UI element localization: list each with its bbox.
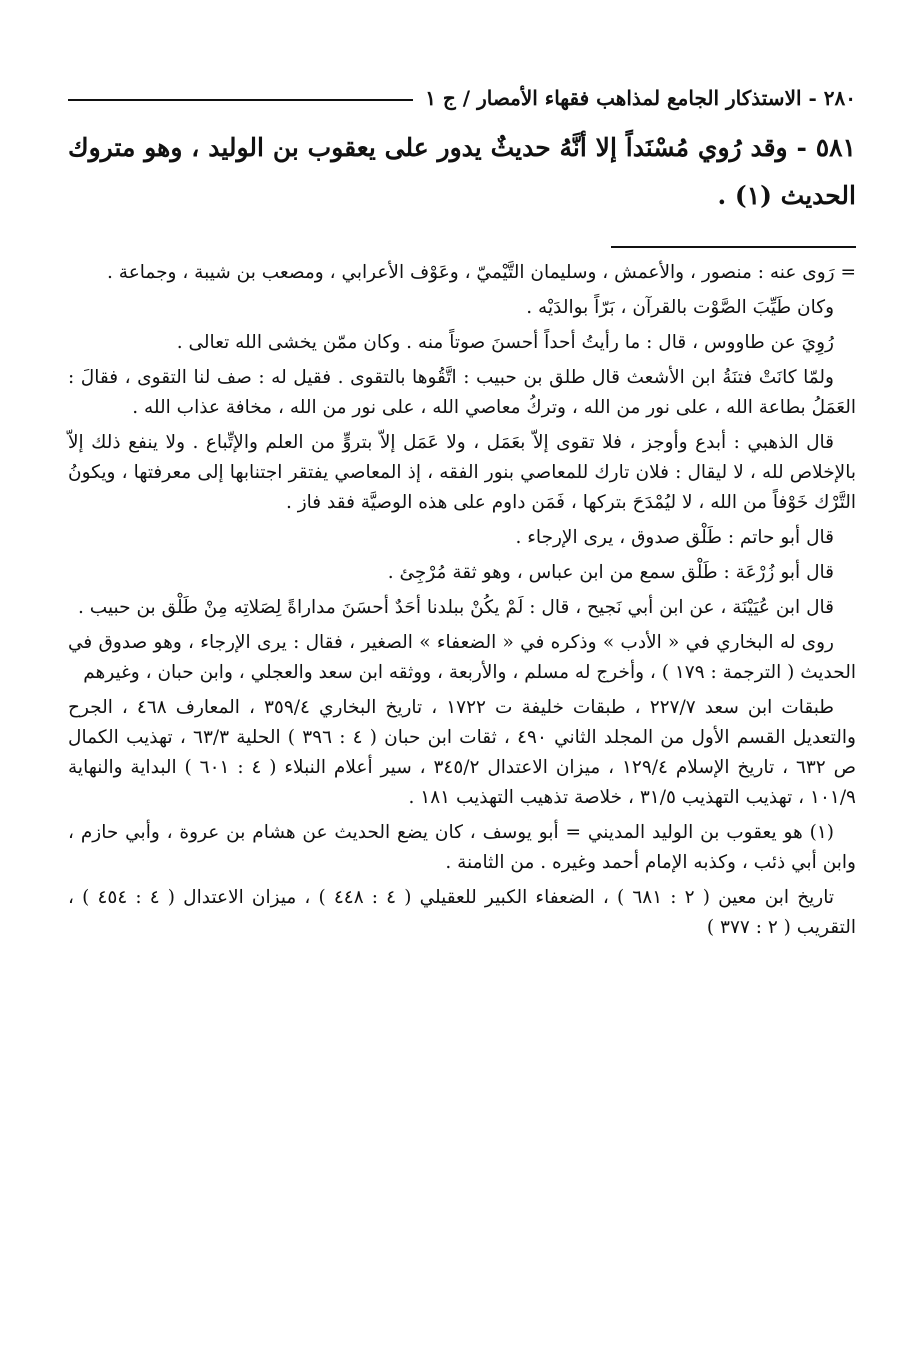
footnote-1-references: تاريخ ابن معين ( ٢ : ٦٨١ ) ، الضعفاء الكبير للعقيلي ( ٤ : ٤٤٨ ) ، ميزان الاعتدال ( ٤ : ٤٥٤ ) ، التقريب ( ٢ : ٣٧٧ ) — [68, 887, 856, 938]
footnote-paragraph: ولمّا كانَتْ فتنَةُ ابن الأشعث قال طلق بن حبيب : اتَّقُوها بالتقوى . فقيل له : صف لنا التقوى ، فقالَ : العَمَلُ بطاعة الله ، على نور من الله ، وتركُ معاصي الله ، على نور من الله ، مخافة عذاب الله . — [68, 367, 856, 418]
book-page — [68, 78, 856, 948]
main-paragraph: ٥٨١ - وقد رُوي مُسْنَداً إلا أنَّهُ حديثٌ يدور على يعقوب بن الوليد ، وهو متروك الحديث (١) . — [68, 133, 856, 210]
running-header — [68, 78, 856, 118]
running-title: ٢٨٠ - الاستذكار الجامع لمذاهب فقهاء الأمصار / ج ١ — [425, 86, 856, 110]
footnote-paragraph: قال أبو حاتم : طَلْق صدوق ، يرى الإرجاء . — [515, 527, 834, 548]
footnote-1: (١) هو يعقوب بن الوليد المديني = أبو يوسف ، كان يضع الحديث عن هشام بن عروة ، وأبي حازم ، وابن أبي ذئب ، وكذبه الإمام أحمد وغيره . من الثامنة . — [68, 822, 856, 873]
footnote-references: طبقات ابن سعد ٢٢٧/٧ ، طبقات خليفة ت ١٧٢٢ ، تاريخ البخاري ٣٥٩/٤ ، المعارف ٤٦٨ ، الجرح والتعديل القسم الأول من المجلد الثاني ٤٩٠ ، ثقات ابن حبان ( ٤ : ٣٩٦ ) الحلية ٦٣/٣ ، تهذيب الكمال ص ٦٣٢ ، تاريخ الإسلام ١٢٩/٤ ، ميزان الاعتدال ٣٤٥/٢ ، سير أعلام النبلاء ( ٤ : ٦٠١ ) البداية والنهاية ١٠١/٩ ، تهذيب التهذيب ٣١/٥ ، خلاصة تذهيب التهذيب ١٨١ . — [68, 697, 856, 808]
footnote-paragraph: = رَوى عنه : منصور ، والأعمش ، وسليمان التَّيْميّ ، وعَوْف الأعرابي ، ومصعب بن شيبة ، وجماعة . — [107, 262, 856, 283]
footnotes — [68, 258, 856, 943]
footnote-paragraph: قال الذهبي : أبدع وأوجز ، فلا تقوى إلاّ بعَمَل ، ولا عَمَل إلاّ بتروٍّ من العلم والإتِّباع . ولا ينفع ذلك إلاّ بالإخلاص لله ، لا ليقال : فلان تارك للمعاصي بنور الفقه ، إذ المعاصي يفتقر اجتنابها إلى معرفتها ، ويكونُ التَّرْك خَوْفاً من الله ، لا ليُمْدَحَ بتركها ، فَمَن داوم على هذه الوصيَّة فقد فاز . — [68, 432, 856, 513]
footnote-paragraph: روى له البخاري في « الأدب » وذكره في « الضعفاء » الصغير ، فقال : يرى الإرجاء ، وهو صدوق في الحديث ( الترجمة : ١٧٩ ) ، وأخرج له مسلم ، والأربعة ، ووثقه ابن سعد والعجلي ، وابن حبان ، وغيرهم — [68, 632, 856, 683]
header-rule — [68, 99, 413, 101]
footnote-paragraph: رُوِيَ عن طاووس ، قال : ما رأيتُ أحداً أحسنَ صوتاً منه . وكان ممّن يخشى الله تعالى . — [176, 332, 834, 353]
footnote-paragraph: وكان طَيِّبَ الصَّوْت بالقرآن ، بَرّاً بوالدَيْه . — [526, 297, 834, 318]
footnote-separator — [611, 246, 856, 248]
footnote-paragraph: قال ابن عُيَيْنَة ، عن ابن أبي نَجيح ، قال : لَمْ يكُنْ ببلدنا أحَدٌ أحسَنَ مداراةً لِصَلاتِه مِنْ طَلْق بن حبيب . — [78, 597, 834, 618]
footnote-paragraph: قال أبو زُرْعَة : طَلْق سمع من ابن عباس ، وهو ثقة مُرْجِئ . — [387, 562, 834, 583]
